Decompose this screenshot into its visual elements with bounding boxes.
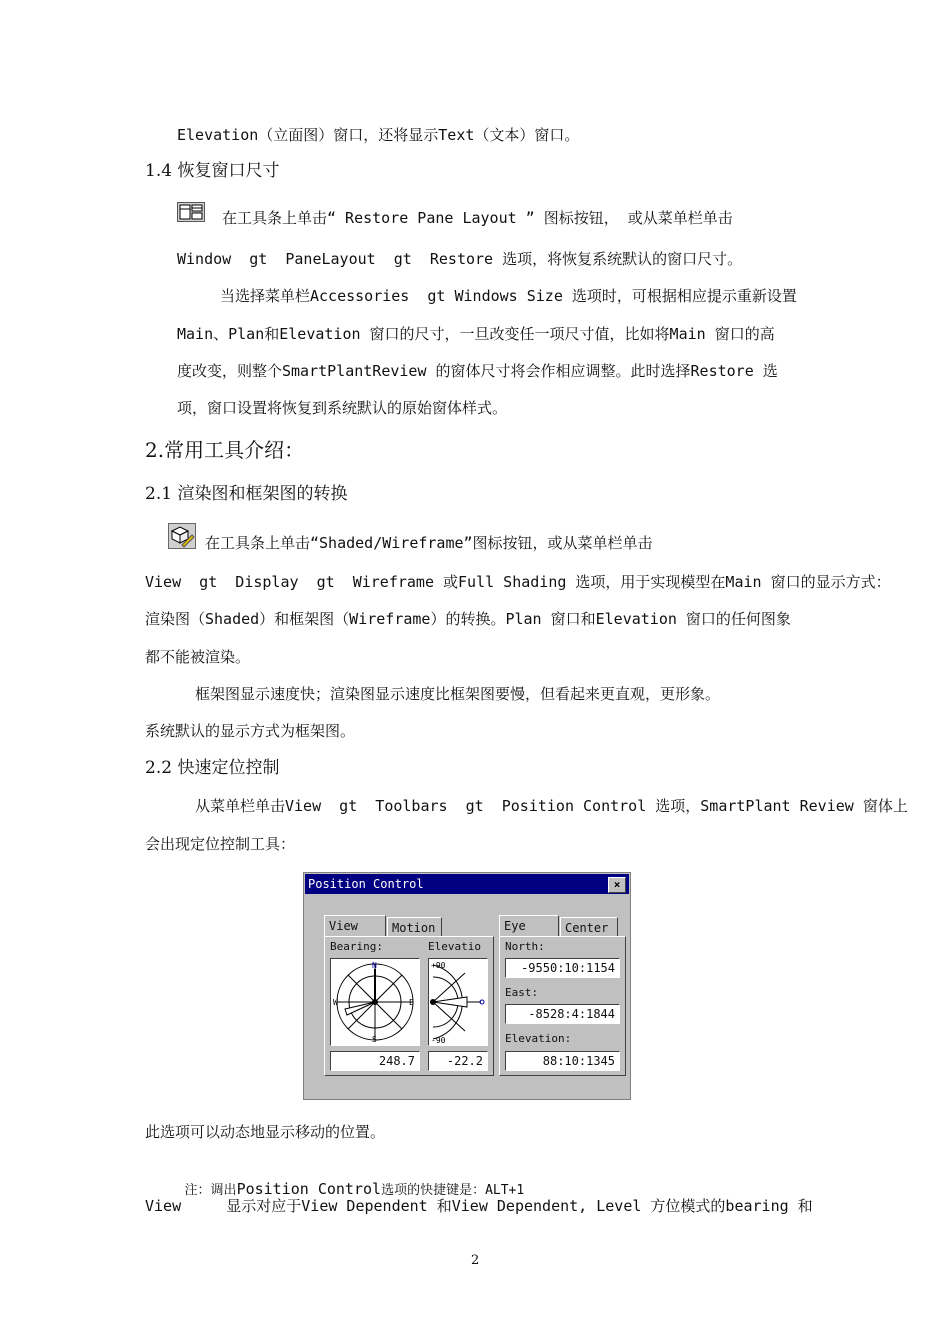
body-line-3: Window gt PaneLayout gt Restore 选项，将恢复系统默认的窗口尺寸。 bbox=[177, 250, 743, 268]
section-1-4-heading: 1.4 恢复窗口尺寸 bbox=[145, 161, 280, 181]
east-field[interactable]: -8528:4:1844 bbox=[505, 1004, 620, 1024]
elevation-label: Elevatio bbox=[428, 940, 481, 953]
body-line-16: 此选项可以动态地显示移动的位置。 bbox=[145, 1123, 386, 1141]
section-2-1-heading: 2.1 渲染图和框架图的转换 bbox=[145, 484, 348, 504]
note-shortcut: 选项的快捷键是：ALT+1 bbox=[381, 1183, 525, 1198]
shaded-wireframe-icon bbox=[168, 523, 196, 553]
close-button[interactable]: × bbox=[608, 877, 626, 893]
body-line-6: 度改变，则整个SmartPlantReview 的窗体尺寸将会作相应调整。此时选择Restore 选 bbox=[177, 362, 778, 380]
tab-eye[interactable]: Eye bbox=[499, 915, 559, 937]
note-command: Position Control bbox=[236, 1180, 382, 1198]
tab-center[interactable]: Center bbox=[560, 917, 618, 937]
tab-view[interactable]: View bbox=[324, 915, 386, 937]
north-label: North: bbox=[505, 940, 545, 953]
body-line-15: 会出现定位控制工具： bbox=[145, 835, 296, 853]
body-line-4: 当选择菜单栏Accessories gt Windows Size 选项时，可根据相应提示重新设置 bbox=[220, 287, 797, 305]
restore-pane-layout-icon bbox=[177, 202, 205, 226]
body-line-14: 从菜单栏单击View gt Toolbars gt Position Control 选项，SmartPlant Review 窗体上 bbox=[195, 797, 908, 815]
body-line-1: Elevation（立面图）窗口，还将显示Text（文本）窗口。 bbox=[177, 126, 580, 144]
body-line-12: 框架图显示速度快；渲染图显示速度比框架图要慢，但看起来更直观，更形象。 bbox=[195, 685, 721, 703]
eye-elevation-label: Elevation: bbox=[505, 1032, 572, 1045]
elevation-dial[interactable] bbox=[428, 958, 488, 1046]
body-line-10: 渲染图（Shaded）和框架图（Wireframe）的转换。Plan 窗口和Elevation 窗口的任何图象 bbox=[145, 610, 791, 628]
body-line-9: View gt Display gt Wireframe 或Full Shading 选项，用于实现模型在Main 窗口的显示方式： bbox=[145, 573, 891, 591]
dialog-titlebar[interactable] bbox=[305, 874, 629, 894]
eye-elevation-field[interactable]: 88:10:1345 bbox=[505, 1051, 620, 1071]
body-line-5: Main、Plan和Elevation 窗口的尺寸，一旦改变任一项尺寸值，比如将Main 窗口的高 bbox=[177, 325, 775, 343]
compass-north: N bbox=[372, 961, 377, 970]
bearing-label: Bearing: bbox=[330, 940, 383, 953]
section-2-heading: 2.常用工具介绍： bbox=[145, 438, 305, 462]
bearing-value-field[interactable]: 248.7 bbox=[330, 1051, 420, 1071]
body-line-13: 系统默认的显示方式为框架图。 bbox=[145, 722, 356, 740]
position-control-dialog bbox=[303, 872, 631, 1100]
east-label: East: bbox=[505, 986, 539, 999]
body-line-7: 项，窗口设置将恢复到系统默认的原始窗体样式。 bbox=[177, 399, 508, 417]
compass-south: S bbox=[372, 1035, 377, 1044]
compass-west: W bbox=[333, 998, 338, 1007]
minus-90-label: -90 bbox=[431, 1036, 446, 1045]
body-line-18: View 显示对应于View Dependent 和View Dependent, Level 方位模式的bearing 和 bbox=[145, 1197, 813, 1215]
bearing-dial[interactable] bbox=[330, 958, 420, 1046]
section-2-2-heading: 2.2 快速定位控制 bbox=[145, 758, 280, 778]
body-line-8: 在工具条上单击“Shaded/Wireframe”图标按钮，或从菜单栏单击 bbox=[205, 534, 653, 552]
body-line-2: 在工具条上单击“ Restore Pane Layout ” 图标按钮， 或从菜单栏单击 bbox=[222, 209, 733, 227]
body-line-17 bbox=[175, 1159, 524, 1201]
elevation-value-field[interactable]: -22.2 bbox=[428, 1051, 488, 1071]
north-field[interactable]: -9550:10:1154 bbox=[505, 958, 620, 978]
note-prefix: 注：调出 bbox=[184, 1183, 237, 1198]
compass-east: E bbox=[409, 998, 414, 1007]
tab-motion[interactable]: Motion bbox=[387, 917, 442, 937]
body-line-11: 都不能被渲染。 bbox=[145, 648, 251, 666]
dialog-title: Position Control bbox=[308, 877, 424, 891]
plus-90-label: +90 bbox=[431, 961, 446, 970]
page-number: 2 bbox=[471, 1253, 480, 1268]
